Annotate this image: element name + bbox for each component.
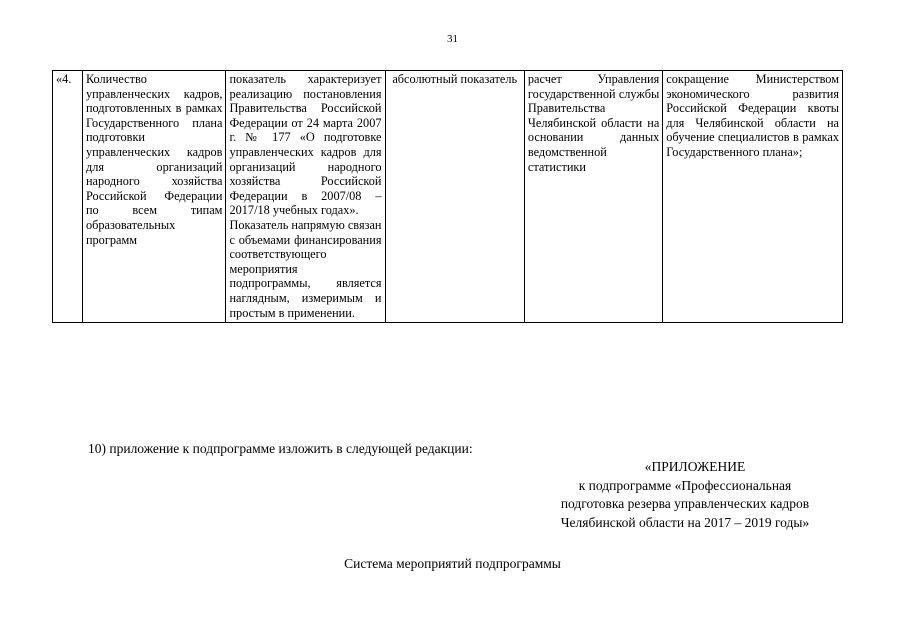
indicator-definition-cell (226, 71, 385, 323)
calculation-method-cell (524, 71, 662, 323)
risk-note: сокращение Министерством экономического развития Российской Федерации квоты для Челябинской области на обучение специалистов в рамках Государственного плана»; (666, 72, 839, 159)
measurement-unit: абсолютный показатель (392, 72, 518, 86)
appendix-line-2: подготовка резерва управленческих кадров (560, 496, 810, 511)
indicator-definition-paragraph-2: Показатель напрямую связан с объемами финансирования соответствующего мероприятия подпрограммы, является наглядным, измеримым и простым в применении. (229, 217, 382, 320)
row-number-cell (53, 71, 83, 323)
page-number: 31 (447, 33, 458, 45)
appendix-header (500, 458, 870, 532)
measurement-unit-cell (385, 71, 524, 323)
risk-note-cell (663, 71, 843, 323)
appendix-heading: «ПРИЛОЖЕНИЕ (644, 459, 746, 474)
appendix-line-1: к подпрограмме «Профессиональная (578, 477, 792, 493)
section-title: Система мероприятий подпрограммы (344, 556, 561, 571)
indicator-definition-paragraph-1: показатель характеризует реализацию постановления Правительства Российской Федерации от 24 марта 2007 г. № 177 «О подготовке управленческих кадров для организаций народного хозяйства Российской Федерации в 2007/08 – 2017/18 учебных годах». (229, 72, 382, 218)
indicators-table (52, 70, 843, 323)
appendix-line-3: Челябинской области на 2017 – 2019 годы» (560, 514, 810, 530)
table-row (53, 71, 843, 323)
row-number: «4. (56, 72, 72, 86)
amendment-text: 10) приложение к подпрограмме изложить в следующей редакции: (88, 441, 473, 456)
indicator-name: Количество управленческих кадров, подготовленных в рамках Государственного плана подготовки управленческих кадров для организаций народного хозяйства Российской Федерации по всем типам образовательных программ (85, 72, 223, 247)
indicator-name-cell (82, 71, 226, 323)
calculation-method: расчет Управления государственной службы Правительства Челябинской области на основании данных ведомственной статистики (527, 72, 660, 174)
